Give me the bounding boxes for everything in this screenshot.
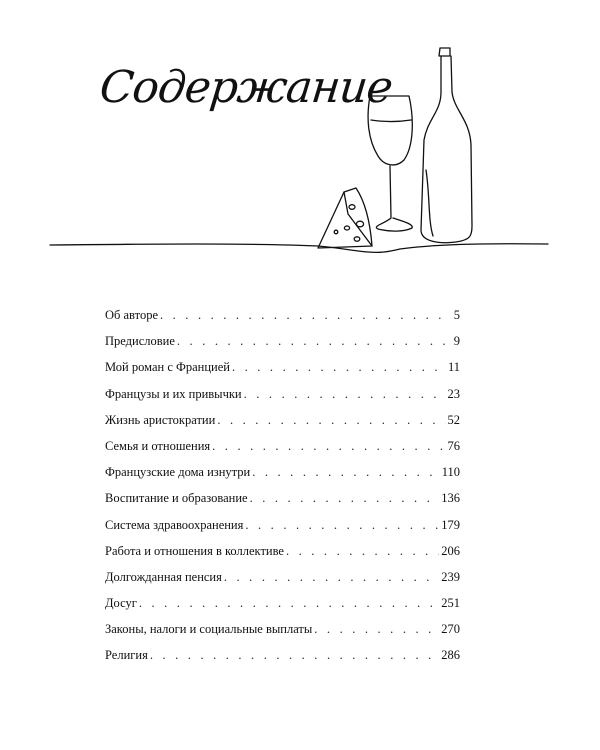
toc-leader-dots: [150, 642, 439, 668]
toc-page-number: 9: [453, 334, 460, 349]
table-of-contents: [105, 302, 460, 669]
toc-page-number: 5: [453, 308, 460, 322]
toc-row[interactable]: [105, 538, 460, 564]
toc-leader-dots: [244, 381, 446, 407]
toc-leader-dots: [314, 616, 439, 642]
toc-title: Французы и их привычки: [105, 386, 242, 401]
toc-page-number: 110: [441, 465, 460, 480]
toc-page-number: 286: [441, 648, 460, 663]
toc-leader-dots: [252, 459, 439, 485]
toc-leader-dots: [212, 433, 445, 459]
wine-cheese-illustration: [0, 0, 600, 300]
toc-title: Французские дома изнутри: [105, 465, 251, 480]
toc-row[interactable]: [105, 590, 460, 616]
toc-row[interactable]: [105, 616, 460, 642]
toc-title: Предисловие: [105, 334, 175, 349]
toc-page-number: 76: [447, 438, 460, 453]
toc-row[interactable]: [105, 642, 460, 668]
toc-title: Досуг: [105, 596, 137, 611]
toc-leader-dots: [224, 564, 439, 590]
toc-page-number: 23: [447, 386, 460, 401]
toc-row[interactable]: [105, 328, 460, 354]
toc-leader-dots: [245, 512, 439, 538]
toc-title: Семья и отношения: [105, 438, 211, 453]
toc-row[interactable]: [105, 512, 460, 538]
toc-row[interactable]: [105, 354, 460, 380]
toc-page-number: 270: [441, 622, 460, 637]
toc-page-number: 206: [441, 543, 460, 558]
toc-page-number: 251: [441, 596, 460, 611]
toc-title: Воспитание и образование: [105, 491, 248, 506]
toc-title: Законы, налоги и социальные выплаты: [105, 622, 313, 637]
cheese-icon: [318, 188, 372, 248]
wine-glass-icon: [368, 96, 412, 231]
toc-page-number: 179: [441, 517, 460, 532]
toc-page-number: 239: [441, 569, 460, 584]
toc-title: Об авторе: [105, 308, 158, 322]
toc-leader-dots: [250, 485, 440, 511]
toc-row[interactable]: [105, 302, 460, 328]
toc-row[interactable]: [105, 485, 460, 511]
toc-page-number: 52: [447, 412, 460, 427]
toc-title: Жизнь аристократии: [105, 412, 216, 427]
toc-leader-dots: [160, 302, 452, 328]
toc-row[interactable]: [105, 459, 460, 485]
toc-title: Работа и отношения в коллективе: [105, 543, 284, 558]
wine-bottle-icon: [421, 48, 472, 243]
page-title: Содержание: [97, 62, 395, 113]
toc-row[interactable]: [105, 433, 460, 459]
table-line: [50, 244, 548, 253]
toc-title: Долгожданная пенсия: [105, 569, 222, 584]
toc-title: Система здравоохранения: [105, 517, 244, 532]
toc-row[interactable]: [105, 564, 460, 590]
toc-leader-dots: [232, 354, 446, 380]
toc-page-number: 136: [441, 491, 460, 506]
toc-leader-dots: [286, 538, 439, 564]
toc-leader-dots: [217, 407, 445, 433]
toc-page-number: 11: [447, 360, 460, 375]
toc-row[interactable]: [105, 407, 460, 433]
toc-title: Мой роман с Францией: [105, 360, 230, 375]
toc-leader-dots: [177, 328, 452, 354]
toc-leader-dots: [139, 590, 439, 616]
toc-row[interactable]: [105, 381, 460, 407]
toc-title: Религия: [105, 648, 148, 663]
